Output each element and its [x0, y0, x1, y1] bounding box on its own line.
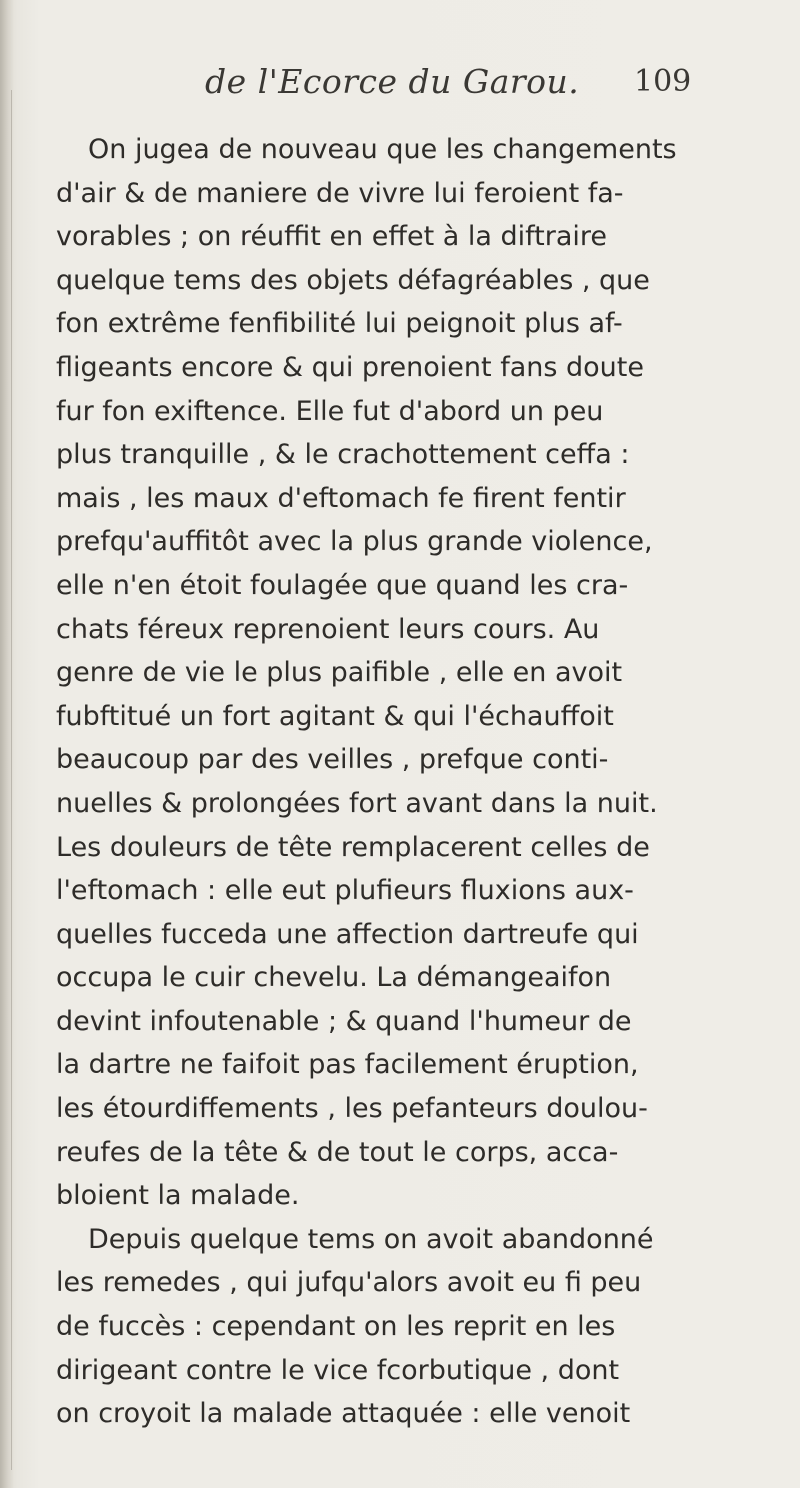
running-head: de l'Ecorce du Garou. [205, 62, 580, 101]
text-line: occupa le cuir chevelu. La démangeaifon [56, 962, 612, 994]
text-line: nuelles & prolongées fort avant dans la nuit. [56, 787, 658, 819]
text-line: chats féreux reprenoient leurs cours. Au [56, 613, 600, 645]
text-line: l'eftomach : elle eut plufieurs fluxions aux- [56, 875, 634, 907]
text-line: d'air & de maniere de vivre lui feroient fa- [56, 177, 624, 209]
text-line: bloient la malade. [56, 1180, 300, 1212]
text-line: fubftitué un fort agitant & qui l'échauffoit [56, 700, 614, 732]
binding-shadow-line [11, 90, 12, 1470]
text-line: les étourdiffements , les pefanteurs doulou- [56, 1093, 648, 1125]
text-line: fligeants encore & qui prenoient fans doute [56, 351, 644, 383]
text-line: devint infoutenable ; & quand l'humeur de [56, 1005, 632, 1037]
body-text [56, 128, 756, 1436]
text-line: on croyoit la malade attaquée : elle venoit [56, 1398, 631, 1430]
text-line: fur fon exiftence. Elle fut d'abord un peu [56, 395, 604, 427]
text-line: plus tranquille , & le crachottement ceffa : [56, 439, 630, 471]
text-line: quelles fucceda une affection dartreufe qui [56, 918, 639, 950]
text-line: Depuis quelque tems on avoit abandonné [88, 1223, 654, 1255]
text-line: vorables ; on réuffit en effet à la diftraire [56, 221, 608, 253]
text-line: de fuccès : cependant on les reprit en les [56, 1311, 616, 1343]
text-line: les remedes , qui jufqu'alors avoit eu fi peu [56, 1267, 642, 1299]
text-line: la dartre ne faifoit pas facilement éruption, [56, 1049, 639, 1081]
text-line: reufes de la tête & de tout le corps, acca- [56, 1136, 619, 1168]
page-number: 109 [634, 64, 692, 99]
text-line: prefqu'auffitôt avec la plus grande violence, [56, 526, 653, 558]
text-line: On jugea de nouveau que les changements [88, 134, 677, 165]
text-line: mais , les maux d'eftomach fe firent fentir [56, 482, 626, 514]
text-line: dirigeant contre le vice fcorbutique , dont [56, 1354, 620, 1386]
text-line: elle n'en étoit foulagée que quand les cra- [56, 569, 629, 601]
text-line: beaucoup par des veilles , prefque conti- [56, 744, 609, 776]
text-line: quelque tems des objets défagréables , que [56, 264, 650, 296]
text-line: Les douleurs de tête remplacerent celles de [56, 831, 650, 863]
text-line: fon extrême fenfibilité lui peignoit plus af- [56, 308, 623, 340]
text-line: genre de vie le plus paifible , elle en avoit [56, 657, 623, 689]
